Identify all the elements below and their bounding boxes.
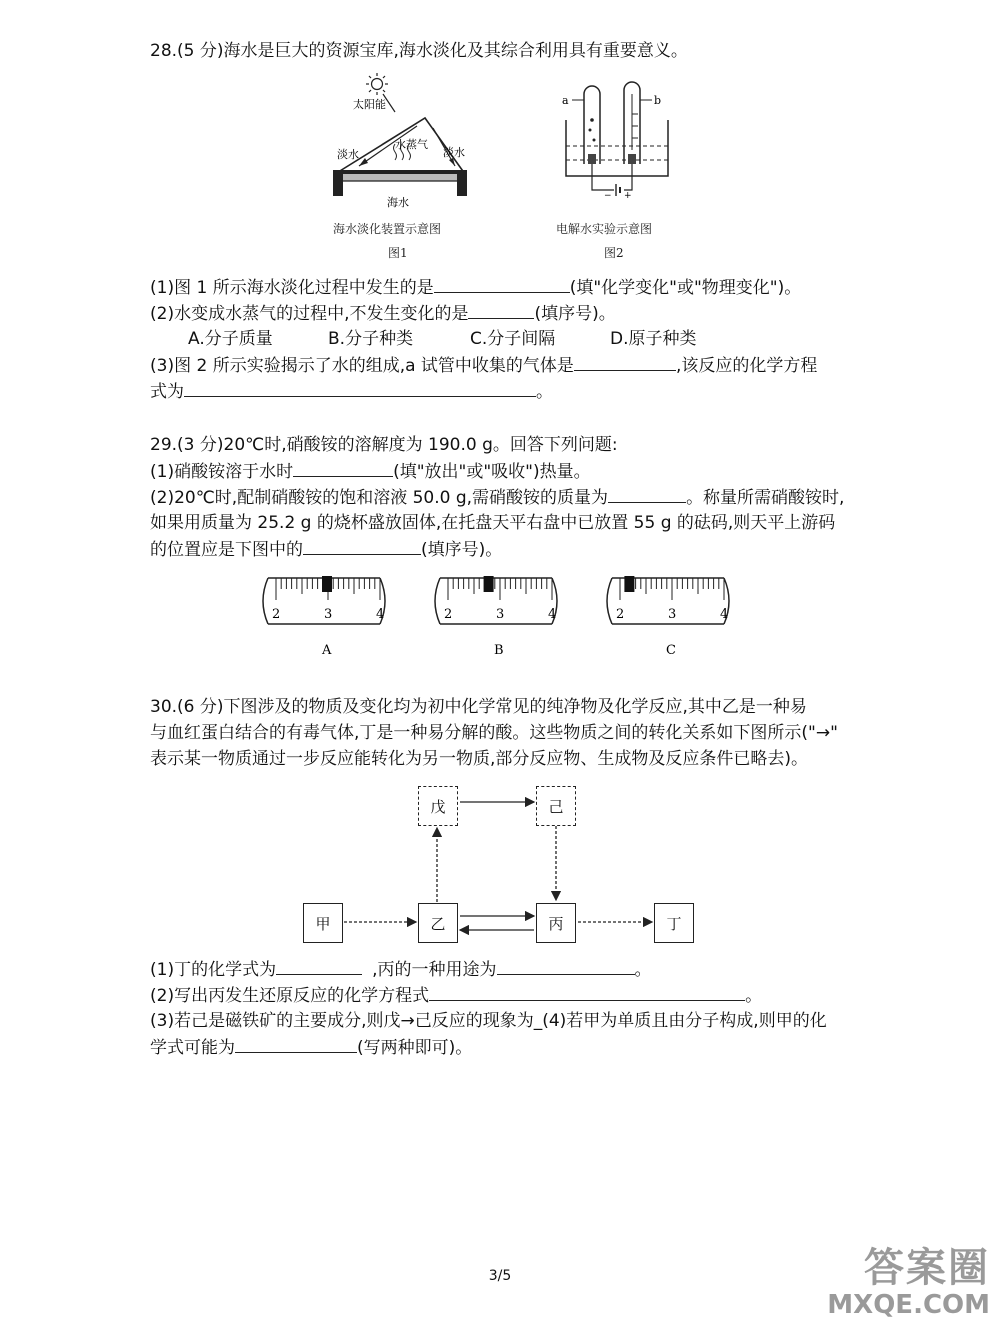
seawater-label: 海水	[387, 196, 409, 209]
q29-p2-text: (2)20℃时,配制硝酸铵的饱和溶液 50.0 g,需硝酸铵的质量为	[150, 488, 609, 508]
answer-blank[interactable]	[235, 1036, 357, 1053]
ruler-option-label: C	[666, 643, 676, 658]
q28-option-c: C.分子间隔	[470, 329, 556, 349]
page-number: 3/5	[488, 1268, 512, 1284]
q29-part2-cont: 如果用质量为 25.2 g 的烧杯盛放固体,在托盘天平右盘中已放置 55 g 的砝码,则天平上游码	[150, 513, 836, 533]
q30-p2-end: 。	[745, 986, 763, 1006]
q30-p2-text: (2)写出丙发生还原反应的化学方程式	[150, 986, 430, 1006]
q30-line2: 与血红蛋白结合的有毒气体,丁是一种易分解的酸。这些物质之间的转化关系如下图所示("→"	[150, 723, 838, 743]
q28-option-a: A.分子质量	[188, 329, 273, 349]
ruler-tick-label: 4	[720, 607, 729, 622]
q29-p2-text4: 的位置应是下图中的	[150, 540, 303, 560]
q30-p1-text2: ,丙的一种用途为	[372, 960, 497, 980]
fresh-water-right-label: 淡水	[443, 146, 465, 159]
q30-part1	[150, 958, 652, 981]
tube-b-label: b	[654, 94, 662, 107]
ruler-tick-label: 2	[616, 607, 625, 622]
q28-option-d: D.原子种类	[610, 329, 697, 349]
q28-option-b: B.分子种类	[328, 329, 414, 349]
q29-p1-text: (1)硝酸铵溶于水时	[150, 462, 294, 482]
q28-p1-hint: (填"化学变化"或"物理变化")。	[569, 278, 802, 298]
ruler-tick-label: 3	[324, 607, 333, 622]
fig1-label: 图1	[388, 246, 408, 260]
node-yi: 乙	[418, 903, 458, 943]
answer-blank[interactable]	[429, 984, 745, 1001]
ruler-tick-label: 4	[548, 607, 557, 622]
node-jia: 甲	[303, 903, 343, 943]
ruler-tick-label: 3	[496, 607, 505, 622]
fig2-label: 图2	[604, 246, 624, 260]
q29-title: 29.(3 分)20℃时,硝酸铵的溶解度为 190.0 g。回答下列问题:	[150, 435, 618, 455]
fig1-caption: 海水淡化装置示意图	[333, 222, 442, 236]
q29-p1-hint: (填"放出"或"吸收")热量。	[393, 462, 591, 482]
q28-p3-end: 。	[536, 382, 553, 402]
node-bing: 丙	[536, 903, 576, 943]
watermark-logo: 答案圈	[864, 1245, 990, 1291]
solar-energy-label: 太阳能	[353, 98, 386, 111]
q30-p3-text: 学式可能为	[150, 1038, 235, 1058]
q30-p3-hint: (写两种即可)。	[357, 1038, 473, 1058]
node-wu: 戊	[418, 786, 458, 826]
q30-part3-cont	[150, 1036, 472, 1059]
vapor-label: 水蒸气	[395, 138, 428, 151]
svg-text:+: +	[624, 191, 632, 201]
node-ji: 己	[536, 786, 576, 826]
q28-p1-text: (1)图 1 所示海水淡化过程中发生的是	[150, 278, 434, 298]
q30-part3: (3)若己是磁铁矿的主要成分,则戊→己反应的现象为_(4)若甲为单质且由分子构成,则甲的化	[150, 1011, 827, 1031]
fig2-caption: 电解水实验示意图	[556, 222, 653, 236]
ruler-option-label: B	[494, 643, 504, 658]
q30-p1-end: 。	[634, 960, 652, 980]
tube-a-label: a	[562, 94, 569, 107]
q30-part2	[150, 984, 762, 1007]
answer-blank[interactable]	[276, 958, 362, 975]
ruler-tick-label: 2	[444, 607, 453, 622]
q28-p2-text: (2)水变成水蒸气的过程中,不发生变化的是	[150, 304, 469, 324]
ruler-option-label: A	[322, 643, 332, 658]
q30-p1-text: (1)丁的化学式为	[150, 960, 277, 980]
q28-p3-text3: 式为	[150, 382, 184, 402]
q28-p2-hint: (填序号)。	[534, 304, 616, 324]
ruler-tick-label: 3	[668, 607, 677, 622]
watermark-url: MXQE.COM	[827, 1290, 990, 1320]
q29-p2-hint: (填序号)。	[421, 540, 503, 560]
q28-title: 28.(5 分)海水是巨大的资源宝库,海水淡化及其综合利用具有重要意义。	[150, 41, 688, 61]
ruler-tick-label: 4	[376, 607, 385, 622]
answer-blank[interactable]	[497, 958, 635, 975]
q28-p3-text: (3)图 2 所示实验揭示了水的组成,a 试管中收集的气体是	[150, 356, 574, 376]
ruler-tick-label: 2	[272, 607, 281, 622]
svg-text:−: −	[604, 191, 612, 201]
q30-line3: 表示某一物质通过一步反应能转化为另一物质,部分反应物、生成物及反应条件已略去)。	[150, 749, 809, 769]
fresh-water-left-label: 淡水	[337, 148, 359, 161]
q29-p2-text2: 。称量所需硝酸铵时,	[686, 488, 845, 508]
q30-line1: 30.(6 分)下图涉及的物质及变化均为初中化学常见的纯净物及化学反应,其中乙是一种易	[150, 697, 807, 717]
q28-p3-text2: ,该反应的化学方程	[675, 356, 818, 376]
node-ding: 丁	[654, 903, 694, 943]
